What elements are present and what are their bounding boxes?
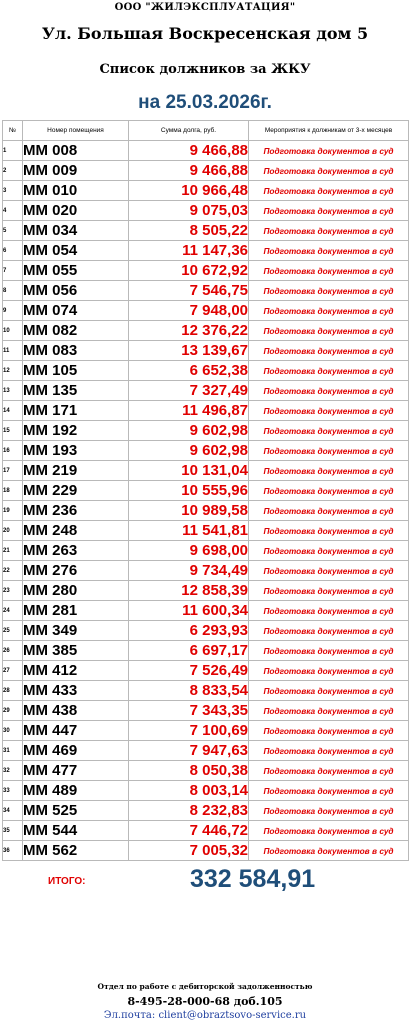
debt-action: Подготовка документов в суд xyxy=(249,421,409,441)
table-row xyxy=(3,281,409,301)
room-number: ММ 236 xyxy=(23,501,129,521)
row-number: 26 xyxy=(3,641,23,661)
debt-amount: 7 327,49 xyxy=(129,381,249,401)
debt-action: Подготовка документов в суд xyxy=(249,281,409,301)
table-row xyxy=(3,341,409,361)
room-number: ММ 385 xyxy=(23,641,129,661)
table-row xyxy=(3,541,409,561)
column-header-actions: Мероприятия к должникам от 3-х месяцев xyxy=(249,121,409,141)
debt-amount: 11 600,34 xyxy=(129,601,249,621)
debt-amount: 9 075,03 xyxy=(129,201,249,221)
debt-amount: 7 446,72 xyxy=(129,821,249,841)
debt-action: Подготовка документов в суд xyxy=(249,701,409,721)
room-number: ММ 020 xyxy=(23,201,129,221)
table-row xyxy=(3,821,409,841)
table-row xyxy=(3,301,409,321)
debt-amount: 7 948,00 xyxy=(129,301,249,321)
row-number: 1 xyxy=(3,141,23,161)
debt-action: Подготовка документов в суд xyxy=(249,621,409,641)
debt-action: Подготовка документов в суд xyxy=(249,801,409,821)
table-row xyxy=(3,601,409,621)
room-number: ММ 083 xyxy=(23,341,129,361)
footer-email-label: Эл.почта: xyxy=(103,1010,156,1021)
debt-action: Подготовка документов в суд xyxy=(249,301,409,321)
address-title: Ул. Большая Воскресенская дом 5 xyxy=(41,24,369,43)
debt-action: Подготовка документов в суд xyxy=(249,161,409,181)
room-number: ММ 276 xyxy=(23,561,129,581)
table-row xyxy=(3,421,409,441)
table-row xyxy=(3,361,409,381)
room-number: ММ 219 xyxy=(23,461,129,481)
debt-action: Подготовка документов в суд xyxy=(249,661,409,681)
debt-amount: 7 546,75 xyxy=(129,281,249,301)
debt-amount: 11 147,36 xyxy=(129,241,249,261)
debt-action: Подготовка документов в суд xyxy=(249,341,409,361)
row-number: 12 xyxy=(3,361,23,381)
list-subtitle: Список должников за ЖКУ xyxy=(99,62,311,77)
debt-amount: 10 131,04 xyxy=(129,461,249,481)
table-row xyxy=(3,401,409,421)
debt-amount: 10 989,58 xyxy=(129,501,249,521)
room-number: ММ 489 xyxy=(23,781,129,801)
debt-amount: 12 858,39 xyxy=(129,581,249,601)
row-number: 8 xyxy=(3,281,23,301)
debt-action: Подготовка документов в суд xyxy=(249,221,409,241)
debt-amount: 11 541,81 xyxy=(129,521,249,541)
room-number: ММ 229 xyxy=(23,481,129,501)
debt-action: Подготовка документов в суд xyxy=(249,641,409,661)
debt-amount: 10 672,92 xyxy=(129,261,249,281)
table-row xyxy=(3,801,409,821)
room-number: ММ 280 xyxy=(23,581,129,601)
row-number: 11 xyxy=(3,341,23,361)
table-row xyxy=(3,441,409,461)
room-number: ММ 074 xyxy=(23,301,129,321)
table-row xyxy=(3,141,409,161)
debt-amount: 10 555,96 xyxy=(129,481,249,501)
row-number: 30 xyxy=(3,721,23,741)
table-row xyxy=(3,561,409,581)
row-number: 36 xyxy=(3,841,23,861)
row-number: 25 xyxy=(3,621,23,641)
debt-amount: 6 652,38 xyxy=(129,361,249,381)
row-number: 34 xyxy=(3,801,23,821)
table-row xyxy=(3,241,409,261)
table-row xyxy=(3,221,409,241)
debt-amount: 7 526,49 xyxy=(129,661,249,681)
room-number: ММ 248 xyxy=(23,521,129,541)
table-row xyxy=(3,321,409,341)
row-number: 13 xyxy=(3,381,23,401)
debt-action: Подготовка документов в суд xyxy=(249,401,409,421)
table-row xyxy=(3,841,409,861)
row-number: 5 xyxy=(3,221,23,241)
row-number: 6 xyxy=(3,241,23,261)
debt-amount: 7 343,35 xyxy=(129,701,249,721)
table-body xyxy=(3,141,409,861)
debt-amount: 6 293,93 xyxy=(129,621,249,641)
table-row xyxy=(3,201,409,221)
row-number: 31 xyxy=(3,741,23,761)
table-row xyxy=(3,621,409,641)
row-number: 4 xyxy=(3,201,23,221)
debt-amount: 9 602,98 xyxy=(129,421,249,441)
room-number: ММ 034 xyxy=(23,221,129,241)
room-number: ММ 171 xyxy=(23,401,129,421)
row-number: 19 xyxy=(3,501,23,521)
debt-action: Подготовка документов в суд xyxy=(249,561,409,581)
debt-action: Подготовка документов в суд xyxy=(249,601,409,621)
row-number: 27 xyxy=(3,661,23,681)
table-row xyxy=(3,461,409,481)
room-number: ММ 447 xyxy=(23,721,129,741)
debt-amount: 9 466,88 xyxy=(129,141,249,161)
room-number: ММ 055 xyxy=(23,261,129,281)
debt-action: Подготовка документов в суд xyxy=(249,581,409,601)
debt-amount: 9 466,88 xyxy=(129,161,249,181)
room-number: ММ 010 xyxy=(23,181,129,201)
room-number: ММ 349 xyxy=(23,621,129,641)
total-label: ИТОГО: xyxy=(48,876,86,887)
room-number: ММ 263 xyxy=(23,541,129,561)
room-number: ММ 281 xyxy=(23,601,129,621)
room-number: ММ 562 xyxy=(23,841,129,861)
table-row xyxy=(3,501,409,521)
column-header-number: № xyxy=(3,121,23,141)
footer-email-link[interactable]: client@obraztsovo-service.ru xyxy=(158,1010,307,1021)
debt-action: Подготовка документов в суд xyxy=(249,481,409,501)
debt-amount: 8 232,83 xyxy=(129,801,249,821)
debt-action: Подготовка документов в суд xyxy=(249,241,409,261)
organization-name: ООО "ЖИЛЭКСПЛУАТАЦИЯ" xyxy=(114,2,296,13)
row-number: 23 xyxy=(3,581,23,601)
debt-amount: 11 496,87 xyxy=(129,401,249,421)
report-date: на 25.03.2026г. xyxy=(138,92,272,113)
debt-amount: 13 139,67 xyxy=(129,341,249,361)
room-number: ММ 056 xyxy=(23,281,129,301)
debt-action: Подготовка документов в суд xyxy=(249,321,409,341)
debt-action: Подготовка документов в суд xyxy=(249,681,409,701)
row-number: 24 xyxy=(3,601,23,621)
debt-amount: 9 602,98 xyxy=(129,441,249,461)
room-number: ММ 438 xyxy=(23,701,129,721)
row-number: 7 xyxy=(3,261,23,281)
row-number: 20 xyxy=(3,521,23,541)
row-number: 21 xyxy=(3,541,23,561)
debt-action: Подготовка документов в суд xyxy=(249,781,409,801)
column-header-room: Номер помещения xyxy=(23,121,129,141)
total-value: 332 584,91 xyxy=(190,865,316,893)
room-number: ММ 525 xyxy=(23,801,129,821)
debt-amount: 8 050,38 xyxy=(129,761,249,781)
table-row xyxy=(3,661,409,681)
debt-action: Подготовка документов в суд xyxy=(249,141,409,161)
table-row xyxy=(3,381,409,401)
debt-amount: 7 947,63 xyxy=(129,741,249,761)
debt-action: Подготовка документов в суд xyxy=(249,501,409,521)
debt-amount: 7 100,69 xyxy=(129,721,249,741)
debt-amount: 6 697,17 xyxy=(129,641,249,661)
table-row xyxy=(3,261,409,281)
room-number: ММ 008 xyxy=(23,141,129,161)
column-header-amount: Сумма долга, руб. xyxy=(129,121,249,141)
room-number: ММ 009 xyxy=(23,161,129,181)
footer-phone: 8-495-28-000-68 доб.105 xyxy=(127,995,283,1008)
row-number: 32 xyxy=(3,761,23,781)
room-number: ММ 135 xyxy=(23,381,129,401)
debt-action: Подготовка документов в суд xyxy=(249,841,409,861)
debt-action: Подготовка документов в суд xyxy=(249,381,409,401)
debt-action: Подготовка документов в суд xyxy=(249,521,409,541)
row-number: 9 xyxy=(3,301,23,321)
debt-action: Подготовка документов в суд xyxy=(249,721,409,741)
room-number: ММ 193 xyxy=(23,441,129,461)
room-number: ММ 192 xyxy=(23,421,129,441)
room-number: ММ 082 xyxy=(23,321,129,341)
table-row xyxy=(3,521,409,541)
room-number: ММ 544 xyxy=(23,821,129,841)
debt-action: Подготовка документов в суд xyxy=(249,261,409,281)
debt-amount: 8 833,54 xyxy=(129,681,249,701)
table-row xyxy=(3,701,409,721)
room-number: ММ 477 xyxy=(23,761,129,781)
debt-amount: 10 966,48 xyxy=(129,181,249,201)
table-row xyxy=(3,721,409,741)
footer-email-line xyxy=(0,1010,410,1021)
room-number: ММ 105 xyxy=(23,361,129,381)
debt-action: Подготовка документов в суд xyxy=(249,181,409,201)
row-number: 15 xyxy=(3,421,23,441)
row-number: 22 xyxy=(3,561,23,581)
row-number: 29 xyxy=(3,701,23,721)
table-row xyxy=(3,761,409,781)
table-header-row xyxy=(3,121,409,141)
table-row xyxy=(3,161,409,181)
room-number: ММ 433 xyxy=(23,681,129,701)
row-number: 28 xyxy=(3,681,23,701)
debt-action: Подготовка документов в суд xyxy=(249,761,409,781)
row-number: 17 xyxy=(3,461,23,481)
row-number: 10 xyxy=(3,321,23,341)
row-number: 16 xyxy=(3,441,23,461)
debt-amount: 9 734,49 xyxy=(129,561,249,581)
row-number: 14 xyxy=(3,401,23,421)
debt-action: Подготовка документов в суд xyxy=(249,741,409,761)
row-number: 3 xyxy=(3,181,23,201)
row-number: 33 xyxy=(3,781,23,801)
room-number: ММ 469 xyxy=(23,741,129,761)
footer-department: Отдел по работе с дебиторской задолженностью xyxy=(97,982,313,991)
debt-amount: 8 003,14 xyxy=(129,781,249,801)
table-row xyxy=(3,181,409,201)
table-row xyxy=(3,581,409,601)
room-number: ММ 412 xyxy=(23,661,129,681)
row-number: 2 xyxy=(3,161,23,181)
table-row xyxy=(3,641,409,661)
table-row xyxy=(3,781,409,801)
debt-action: Подготовка документов в суд xyxy=(249,201,409,221)
debt-amount: 9 698,00 xyxy=(129,541,249,561)
debtors-table xyxy=(2,120,409,861)
row-number: 18 xyxy=(3,481,23,501)
debt-amount: 12 376,22 xyxy=(129,321,249,341)
table-row xyxy=(3,681,409,701)
debt-action: Подготовка документов в суд xyxy=(249,461,409,481)
row-number: 35 xyxy=(3,821,23,841)
table-row xyxy=(3,741,409,761)
debt-action: Подготовка документов в суд xyxy=(249,541,409,561)
debt-amount: 7 005,32 xyxy=(129,841,249,861)
debt-action: Подготовка документов в суд xyxy=(249,821,409,841)
debt-amount: 8 505,22 xyxy=(129,221,249,241)
room-number: ММ 054 xyxy=(23,241,129,261)
debt-action: Подготовка документов в суд xyxy=(249,441,409,461)
debt-action: Подготовка документов в суд xyxy=(249,361,409,381)
table-row xyxy=(3,481,409,501)
